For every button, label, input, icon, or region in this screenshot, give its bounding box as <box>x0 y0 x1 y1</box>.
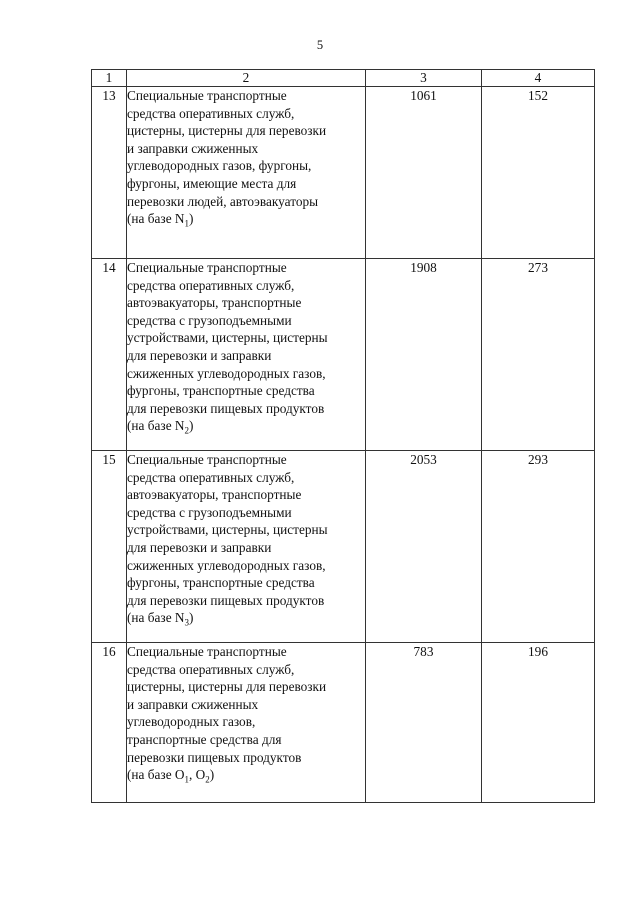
row-value-col4: 196 <box>482 643 595 803</box>
column-header: 1 <box>92 70 127 87</box>
row-value-col3: 2053 <box>366 451 482 643</box>
row-number: 13 <box>92 87 127 259</box>
description-line: и заправки сжиженных <box>127 696 259 712</box>
description-line: углеводородных газов, <box>127 714 256 730</box>
description-line: для перевозки пищевых продуктов <box>127 592 325 608</box>
description-line: автоэвакуаторы, транспортные <box>127 295 302 311</box>
row-description <box>127 451 366 643</box>
description-line: автоэвакуаторы, транспортные <box>127 487 302 503</box>
row-value-col3: 783 <box>366 643 482 803</box>
row-value-col4: 152 <box>482 87 595 259</box>
description-line: фургоны, транспортные средства <box>127 383 315 399</box>
description-line: Специальные транспортные <box>127 644 287 659</box>
description-line: для перевозки и заправки <box>127 539 272 555</box>
description-line: фургоны, транспортные средства <box>127 575 315 591</box>
description-line: средства оперативных служб, <box>127 277 295 293</box>
row-description <box>127 643 366 803</box>
column-header: 4 <box>482 70 595 87</box>
row-description <box>127 87 366 259</box>
description-line: перевозки людей, автоэвакуаторы <box>127 193 319 209</box>
description-basis-line: (на базе $N_3$) <box>127 610 194 628</box>
description-line: Специальные транспортные <box>127 452 287 467</box>
description-line: для перевозки пищевых продуктов <box>127 400 325 416</box>
description-line: углеводородных газов, фургоны, <box>127 158 312 174</box>
row-value-col4: 273 <box>482 259 595 451</box>
column-header: 3 <box>366 70 482 87</box>
description-line: фургоны, имеющие места для <box>127 175 297 191</box>
row-number: 15 <box>92 451 127 643</box>
description-line: устройствами, цистерны, цистерны <box>127 330 328 346</box>
table-row <box>92 451 595 643</box>
row-value-col4: 293 <box>482 451 595 643</box>
description-line: средства с грузоподъемными <box>127 312 292 328</box>
page-number: 5 <box>316 38 324 52</box>
data-table <box>91 69 595 803</box>
table-row <box>92 87 595 259</box>
description-line: средства оперативных служб, <box>127 469 295 485</box>
description-line: сжиженных углеводородных газов, <box>127 557 326 573</box>
description-basis-line: (на базе $N_1$) <box>127 211 194 229</box>
column-header: 2 <box>127 70 366 87</box>
row-number: 16 <box>92 643 127 803</box>
description-line: и заправки сжиженных <box>127 140 259 156</box>
description-line: перевозки пищевых продуктов <box>127 749 302 765</box>
description-line: сжиженных углеводородных газов, <box>127 365 326 381</box>
description-line: средства оперативных служб, <box>127 661 295 677</box>
row-value-col3: 1061 <box>366 87 482 259</box>
row-description <box>127 259 366 451</box>
description-line: Специальные транспортные <box>127 260 287 275</box>
description-line: средства оперативных служб, <box>127 105 295 121</box>
row-value-col3: 1908 <box>366 259 482 451</box>
table-row <box>92 259 595 451</box>
description-line: устройствами, цистерны, цистерны <box>127 522 328 538</box>
row-number: 14 <box>92 259 127 451</box>
description-line: транспортные средства для <box>127 731 282 747</box>
table-header-row <box>92 70 595 87</box>
description-line: Специальные транспортные <box>127 88 287 103</box>
table-row <box>92 643 595 803</box>
description-line: средства с грузоподъемными <box>127 504 292 520</box>
description-basis-line: (на базе $N_2$) <box>127 418 194 436</box>
description-line: цистерны, цистерны для перевозки <box>127 123 327 139</box>
description-line: цистерны, цистерны для перевозки <box>127 679 327 695</box>
description-basis-line: (на базе $O_1$, $O_2$) <box>127 767 215 785</box>
description-line: для перевозки и заправки <box>127 347 272 363</box>
